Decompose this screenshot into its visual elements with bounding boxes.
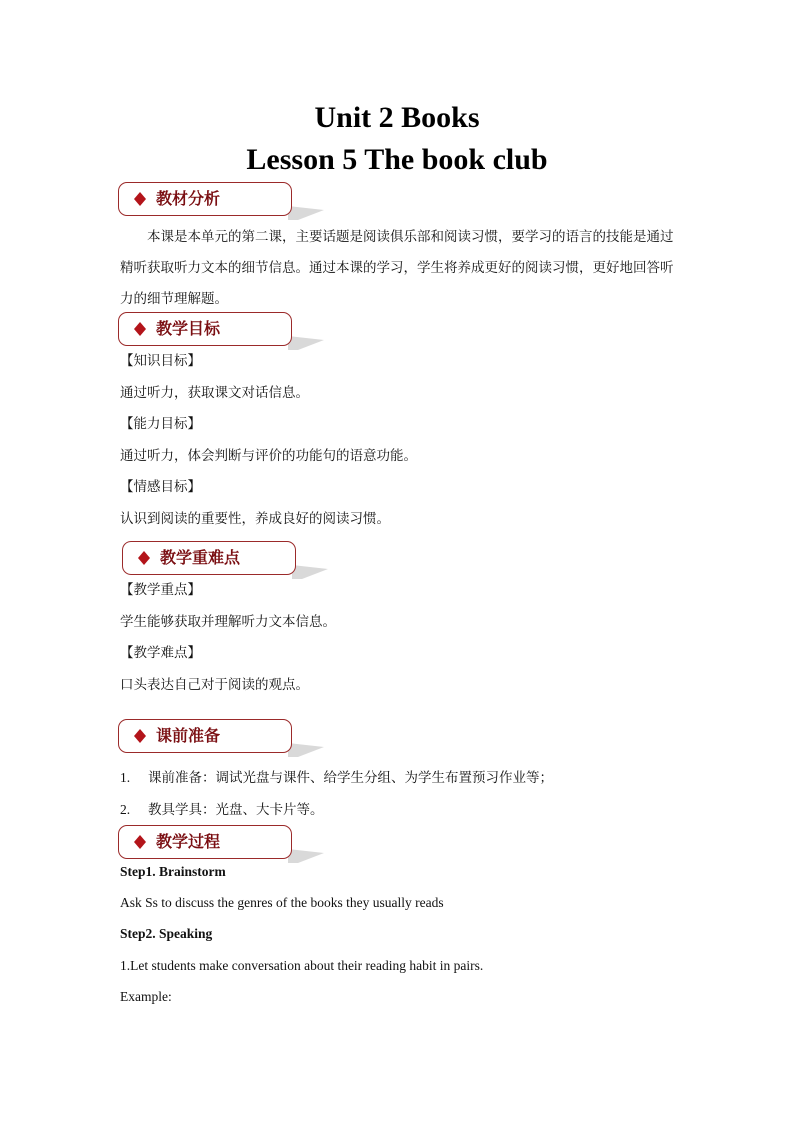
step1-text: Ask Ss to discuss the genres of the books they usually reads — [120, 895, 444, 910]
step1-title: Step1. Brainstorm — [120, 864, 226, 879]
diamond-bullet-icon — [134, 835, 146, 849]
focus-text: 学生能够获取并理解听力文本信息。 — [120, 614, 336, 630]
list-item-text: 教具学具：光盘、大卡片等。 — [148, 802, 324, 818]
heading-text: 教学目标 — [156, 319, 221, 338]
lesson-title: Lesson 5 The book club — [246, 143, 548, 176]
step2-text: 1.Let students make conversation about their reading habit in pairs. — [120, 958, 484, 973]
heading-text: 课前准备 — [156, 726, 221, 745]
diamond-bullet-icon — [138, 551, 150, 565]
heading-text: 教学过程 — [156, 832, 221, 851]
diamond-bullet-icon — [134, 729, 146, 743]
difficulty-text: 口头表达自己对于阅读的观点。 — [120, 677, 309, 693]
list-item — [120, 800, 324, 820]
diamond-bullet-icon — [134, 322, 146, 336]
heading-shadow-icon — [288, 743, 324, 757]
example-label: Example: — [120, 989, 172, 1004]
heading-shadow-icon — [288, 849, 324, 863]
emotion-goal-label: 【情感目标】 — [120, 479, 201, 495]
ability-goal-label: 【能力目标】 — [120, 416, 201, 432]
focus-label: 【教学重点】 — [120, 582, 201, 598]
analysis-paragraph: 本课是本单元的第二课，主要话题是阅读俱乐部和阅读习惯，要学习的语言的技能是通过精听获取听力文本的细节信息。通过本课的学习，学生将养成更好的阅读习惯，更好地回答听力的细节理解题。 — [120, 229, 674, 307]
ability-goal-text: 通过听力，体会判断与评价的功能句的语意功能。 — [120, 448, 417, 464]
heading-text: 教学重难点 — [160, 548, 241, 567]
step2-title: Step2. Speaking — [120, 926, 213, 941]
list-item-text: 课前准备：调试光盘与课件、给学生分组、为学生布置预习作业等； — [148, 770, 553, 786]
unit-title: Unit 2 Books — [314, 101, 480, 134]
heading-shadow-icon — [288, 336, 324, 350]
difficulty-label: 【教学难点】 — [120, 645, 201, 661]
knowledge-goal-text: 通过听力，获取课文对话信息。 — [120, 385, 309, 401]
heading-text: 教材分析 — [156, 189, 221, 208]
emotion-goal-text: 认识到阅读的重要性，养成良好的阅读习惯。 — [120, 511, 390, 527]
diamond-bullet-icon — [134, 192, 146, 206]
list-item-number: 1. — [120, 770, 131, 785]
heading-shadow-icon — [288, 206, 324, 220]
knowledge-goal-label: 【知识目标】 — [120, 353, 201, 369]
list-item-number: 2. — [120, 802, 131, 817]
list-item — [120, 768, 553, 788]
heading-shadow-icon — [292, 565, 328, 579]
